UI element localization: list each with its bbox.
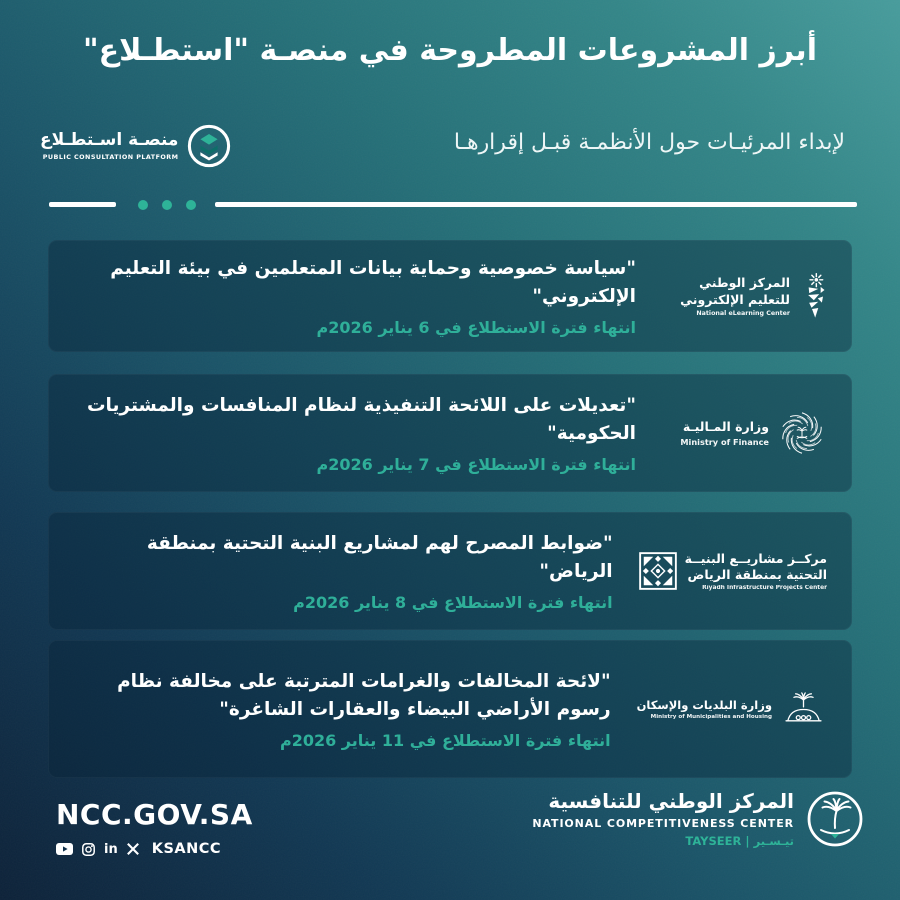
consultation-deadline: انتهاء فترة الاستطلاع في 6 يناير 2026م bbox=[316, 317, 636, 337]
website-url: NCC.GOV.SA bbox=[56, 798, 253, 831]
youtube-icon bbox=[56, 843, 73, 855]
mof-rosette-icon bbox=[777, 408, 827, 458]
page-subtitle: لإبداء المرئيـات حول الأنظمـة قبـل إقرارهـا bbox=[453, 130, 845, 155]
social-handle: KSANCC bbox=[151, 841, 222, 857]
organization-logo bbox=[637, 692, 827, 727]
momah-palm-icon bbox=[780, 692, 827, 727]
platform-name-english: PUBLIC CONSULTATION PLATFORM bbox=[42, 152, 179, 161]
ncc-name-english: NATIONAL COMPETITIVENESS CENTER bbox=[532, 817, 794, 830]
consultation-deadline: انتهاء فترة الاستطلاع في 11 يناير 2026م bbox=[279, 730, 611, 750]
organization-logo bbox=[662, 273, 827, 319]
divider-dot bbox=[162, 200, 172, 210]
consultation-deadline: انتهاء فترة الاستطلاع في 7 يناير 2026م bbox=[316, 454, 636, 474]
project-title: "لائحة المخالفات والغرامات المترتبة على مخالفة نظام رسوم الأراضي البيضاء والعقارات الشاغرة" bbox=[117, 671, 611, 720]
organization-name bbox=[680, 419, 769, 447]
instagram-icon bbox=[82, 843, 95, 856]
tayseer-tagline: تيـسـير | TAYSEER bbox=[685, 834, 794, 848]
organization-name-arabic: وزارة البلديات والإسكان bbox=[636, 697, 772, 712]
organization-name-english: Ministry of Finance bbox=[680, 437, 769, 448]
organization-logo bbox=[639, 551, 827, 592]
organization-name-arabic: مركــز مشاريــع البنيــة bbox=[684, 550, 827, 566]
consultation-deadline: انتهاء فترة الاستطلاع في 8 يناير 2026م bbox=[293, 592, 613, 612]
ncc-palm-logo-icon bbox=[806, 790, 864, 848]
divider-line-long bbox=[215, 202, 857, 207]
project-title: "ضوابط المصرح لهم لمشاريع البنية التحتية بمنطقة الرياض" bbox=[146, 533, 613, 582]
organization-name-english: Ministry of Municipalities and Housing bbox=[650, 714, 772, 721]
x-icon bbox=[127, 843, 139, 855]
layered-diamonds-circle-icon bbox=[187, 124, 231, 168]
divider-dot bbox=[138, 200, 148, 210]
nelc-falcon-icon bbox=[798, 273, 827, 319]
ncc-name-arabic: المركز الوطني للتنافسية bbox=[548, 789, 794, 813]
divider bbox=[0, 199, 900, 211]
project-card bbox=[48, 640, 852, 778]
divider-line-short bbox=[49, 202, 116, 207]
ncc-brand bbox=[532, 789, 864, 848]
organization-name bbox=[680, 275, 790, 317]
ncc-name bbox=[532, 789, 794, 848]
project-card bbox=[48, 374, 852, 492]
organization-name-arabic: للتعليم الإلكتروني bbox=[680, 291, 790, 307]
project-title: "سياسة خصوصية وحماية بيانات المتعلمين في بيئة التعليم الإلكتروني" bbox=[110, 258, 636, 307]
organization-name-english: Riyadh Infrastructure Projects Center bbox=[702, 585, 827, 592]
project-title: "تعديلات على اللائحة التنفيذية لنظام المنافسات والمشتريات الحكومية" bbox=[86, 395, 636, 444]
page-title: أبرز المشروعات المطروحة في منصـة "استطـلاع" bbox=[83, 33, 817, 68]
organization-name-arabic: وزارة المـاليـة bbox=[682, 418, 769, 434]
platform-name bbox=[40, 131, 178, 161]
organization-name-arabic: المركز الوطني bbox=[699, 275, 790, 291]
linkedin-icon: in bbox=[104, 841, 118, 857]
ripc-geometric-icon bbox=[639, 552, 677, 590]
istitlaa-platform-logo bbox=[40, 124, 231, 168]
project-info bbox=[69, 668, 611, 750]
platform-name-arabic: منصـة اسـتطـلاع bbox=[40, 130, 179, 151]
organization-name bbox=[637, 698, 772, 721]
divider-dot bbox=[186, 200, 196, 210]
organization-logo bbox=[662, 408, 827, 458]
organization-name bbox=[685, 551, 827, 592]
project-info bbox=[69, 530, 613, 612]
organization-name-arabic: التحتية بمنطقة الرياض bbox=[687, 567, 827, 582]
project-info bbox=[69, 392, 636, 474]
social-links bbox=[56, 841, 221, 857]
project-card bbox=[48, 512, 852, 630]
project-info bbox=[69, 255, 636, 337]
project-card bbox=[48, 240, 852, 352]
organization-name-english: National eLearning Center bbox=[696, 309, 790, 317]
